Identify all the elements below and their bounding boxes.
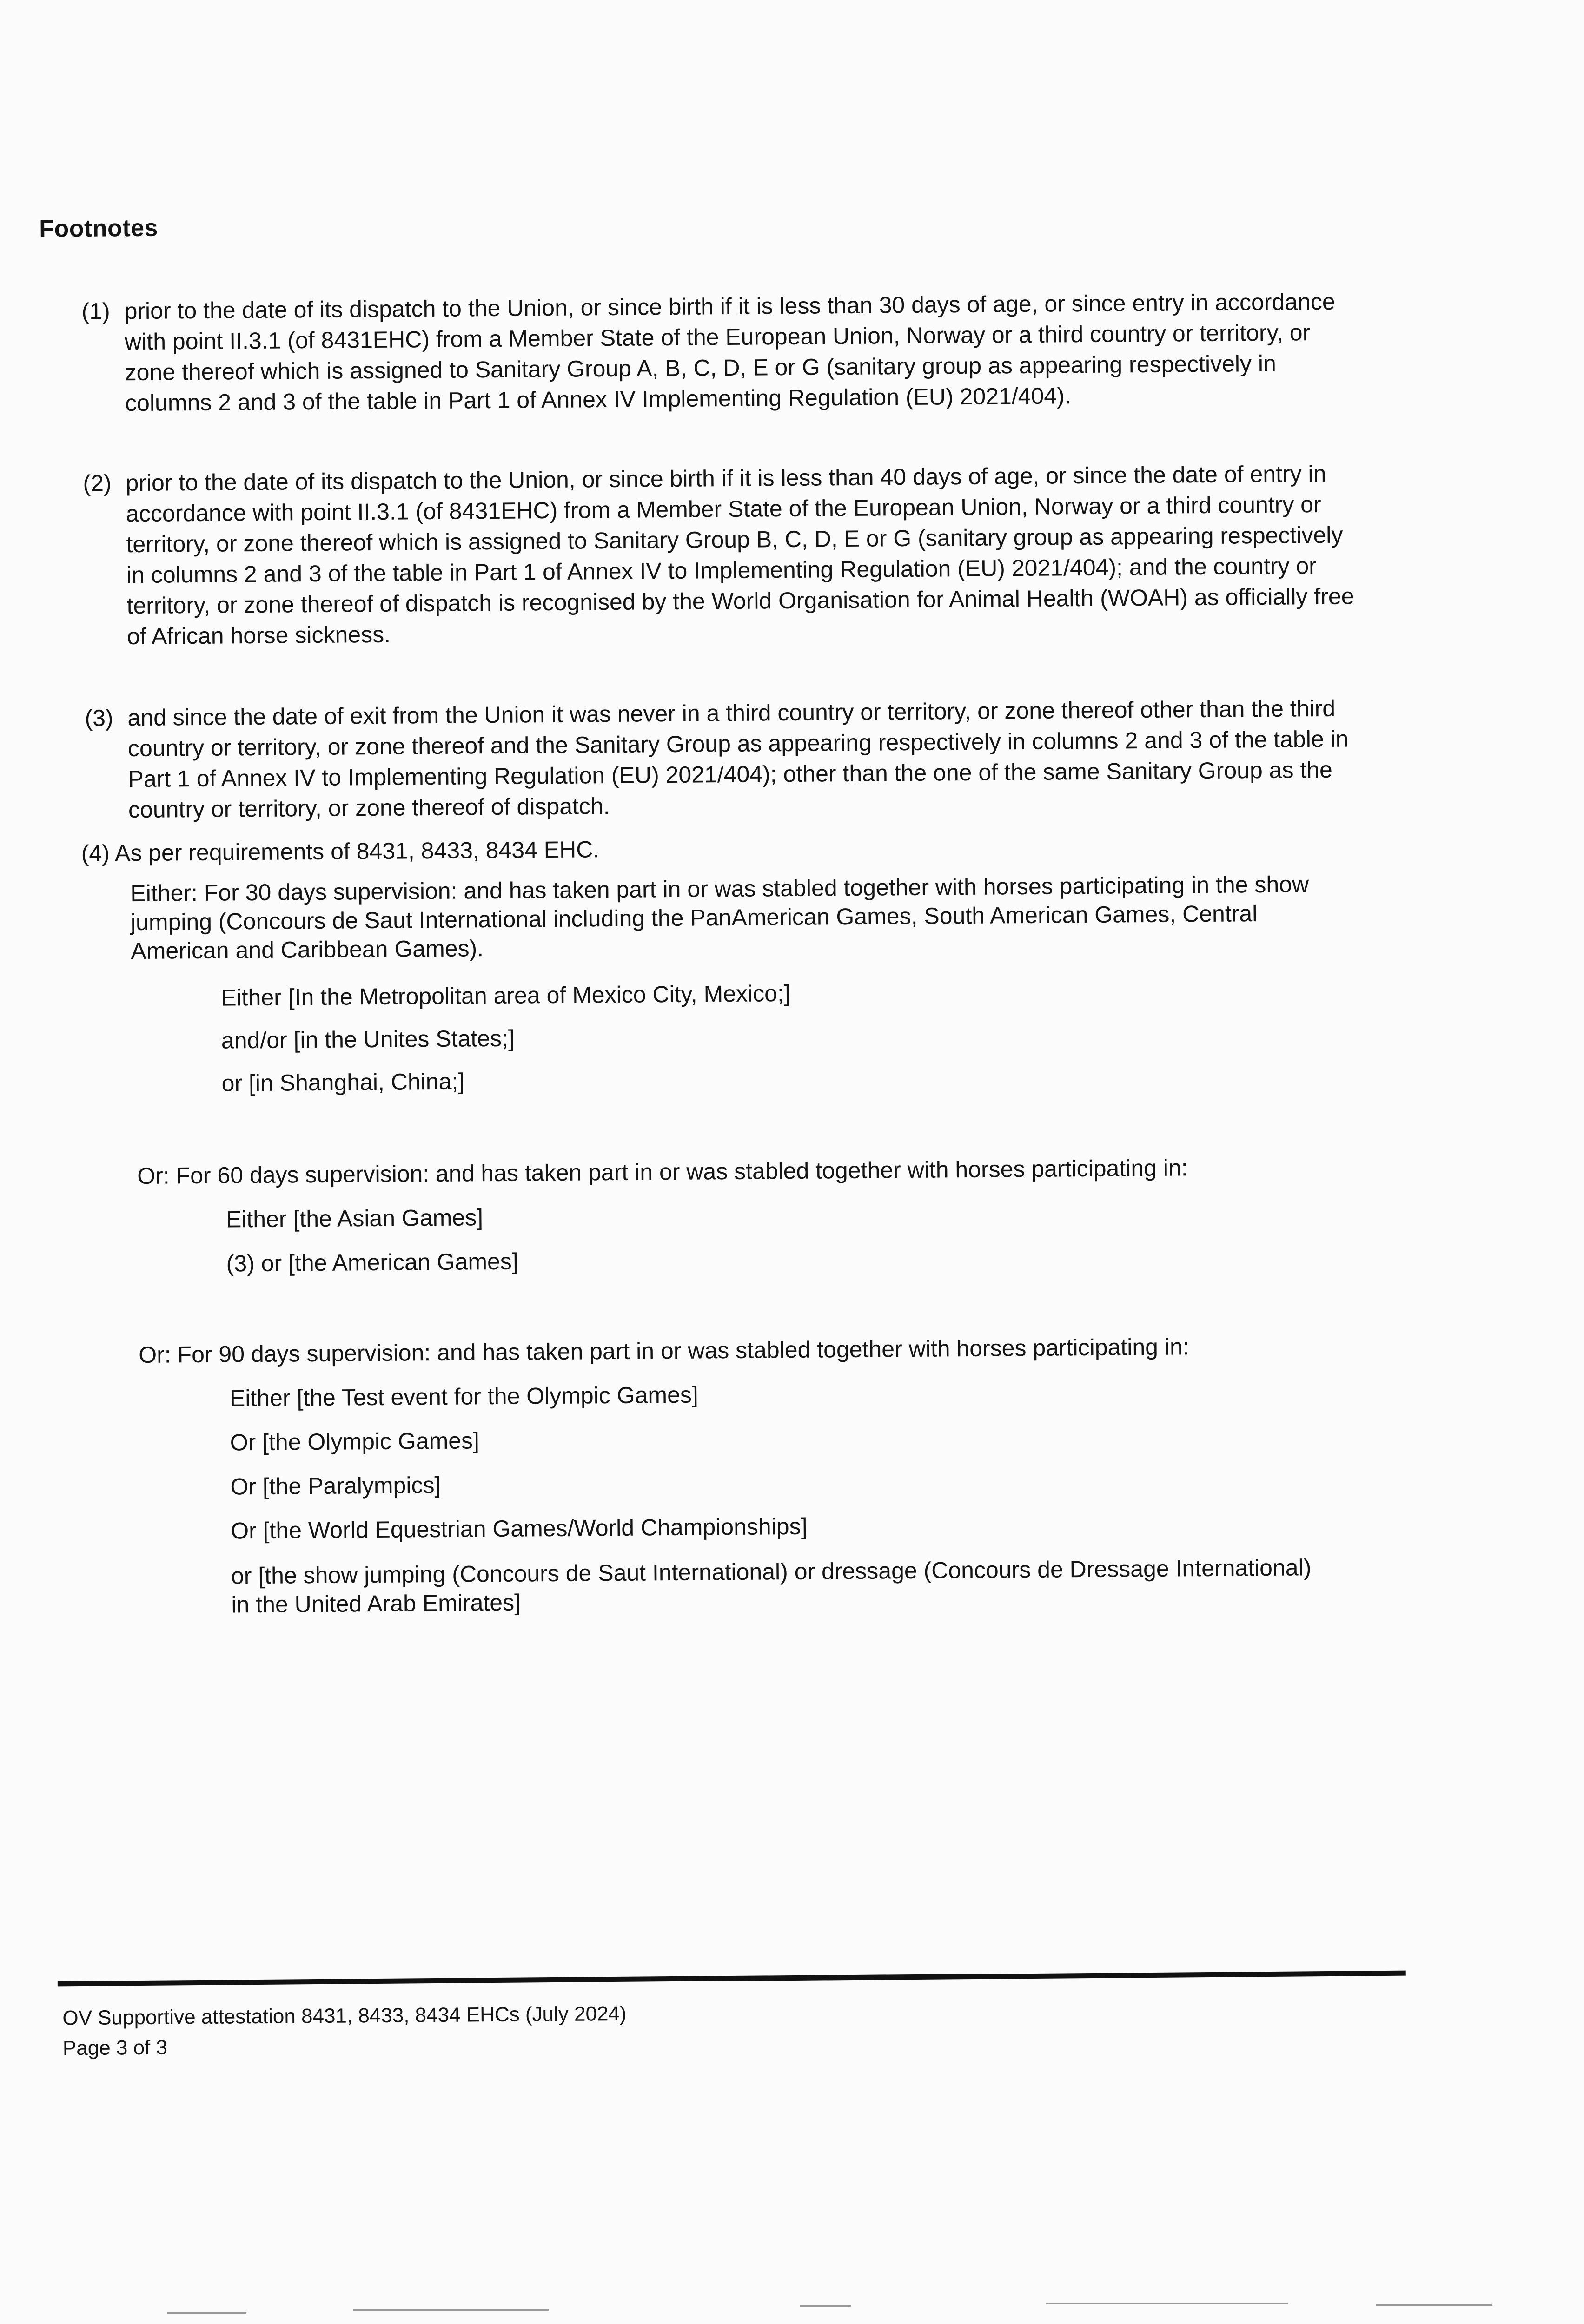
- footnote-4-intro: [81, 836, 600, 867]
- option-30-choice: or [in Shanghai, China;]: [221, 1068, 465, 1096]
- footnote-3: [85, 693, 1369, 825]
- scan-artifact: [800, 2305, 851, 2307]
- option-90-choice: Or [the Olympic Games]: [230, 1427, 480, 1456]
- footer-rule: [58, 1971, 1406, 1987]
- footnote-number: (2): [83, 470, 112, 496]
- option-90-choice: Or [the Paralympics]: [230, 1472, 441, 1500]
- footer-attestation: OV Supportive attestation 8431, 8433, 8434 EHCs (July 2024): [62, 2002, 627, 2030]
- footnote-2: [83, 458, 1367, 652]
- option-90-days: Or: For 90 days supervision: and has taken part in or was stabled together with horses participating in:: [138, 1334, 1189, 1368]
- footer-page-number: Page 3 of 3: [62, 2036, 168, 2060]
- scan-artifact: [167, 2312, 246, 2314]
- option-60-choice: (3) or [the American Games]: [226, 1248, 518, 1277]
- option-90-choice: or [the show jumping (Concours de Saut International) or dressage (Concours de Dressage International) in the United Arab Emirates]: [231, 1554, 1312, 1618]
- option-30-choice: and/or [in the Unites States;]: [221, 1025, 515, 1054]
- option-30-days: Either: For 30 days supervision: and has taken part in or was stabled together with horses participating in the show jumping (Concours de Saut International including the PanAmerican Games, South American Games, Central American and Caribbean Games).: [130, 871, 1309, 964]
- option-60-days: Or: For 60 days supervision: and has taken part in or was stabled together with horses participating in:: [137, 1155, 1188, 1189]
- footnote-text: As per requirements of 8431, 8433, 8434 EHC.: [114, 836, 600, 866]
- footnote-text: prior to the date of its dispatch to the Union, or since birth if it is less than 40 days of age, or since the date of entry in accordance with point II.3.1 (of 8431EHC) from a Member State of the European Union, Norway or a third country or territory, or zone thereof which is assigned to Sanitary Group B, C, D, E or G (sanitary group as appearing respectively in columns 2 and 3 of the table in Part 1 of Annex IV to Implementing Regulation (EU) 2021/404); and the country or territory, or zone thereof of dispatch is recognised by the World Organisation for Animal Health (WOAH) as officially free of African horse sickness.: [126, 460, 1354, 650]
- option-90-choice: Or [the World Equestrian Games/World Championships]: [230, 1513, 808, 1544]
- footnote-number: (3): [85, 705, 113, 731]
- footnote-text: prior to the date of its dispatch to the Union, or since birth if it is less than 30 days of age, or since entry in accordance with point II.3.1 (of 8431EHC) from a Member State of the European Union, Norway or a third country or territory, or zone thereof which is assigned to Sanitary Group A, B, C, D, E or G (sanitary group as appearing respectively in columns 2 and 3 of the table in Part 1 of Annex IV Implementing Regulation (EU) 2021/404).: [124, 288, 1335, 416]
- option-60-choice: Either [the Asian Games]: [225, 1204, 484, 1233]
- scan-artifact: [1376, 2304, 1492, 2306]
- scan-artifact: [1046, 2303, 1288, 2304]
- footnote-text: and since the date of exit from the Union it was never in a third country or territory, or zone thereof other than the third country or territory, or zone thereof and the Sanitary Group as appearing respectively in columns 2 and 3 of the table in Part 1 of Annex IV to Implementing Regulation (EU) 2021/404); other than the one of the same Sanitary Group as the country or territory, or zone thereof of dispatch.: [127, 695, 1349, 823]
- footnote-number: (1): [81, 298, 110, 324]
- option-30-choice: Either [In the Metropolitan area of Mexico City, Mexico;]: [220, 980, 790, 1011]
- footnote-number: (4): [81, 840, 110, 866]
- footnotes-heading: Footnotes: [39, 214, 159, 243]
- scan-artifact: [353, 2309, 549, 2311]
- footnote-1: [81, 286, 1365, 419]
- option-90-choice: Either [the Test event for the Olympic Games]: [229, 1381, 698, 1412]
